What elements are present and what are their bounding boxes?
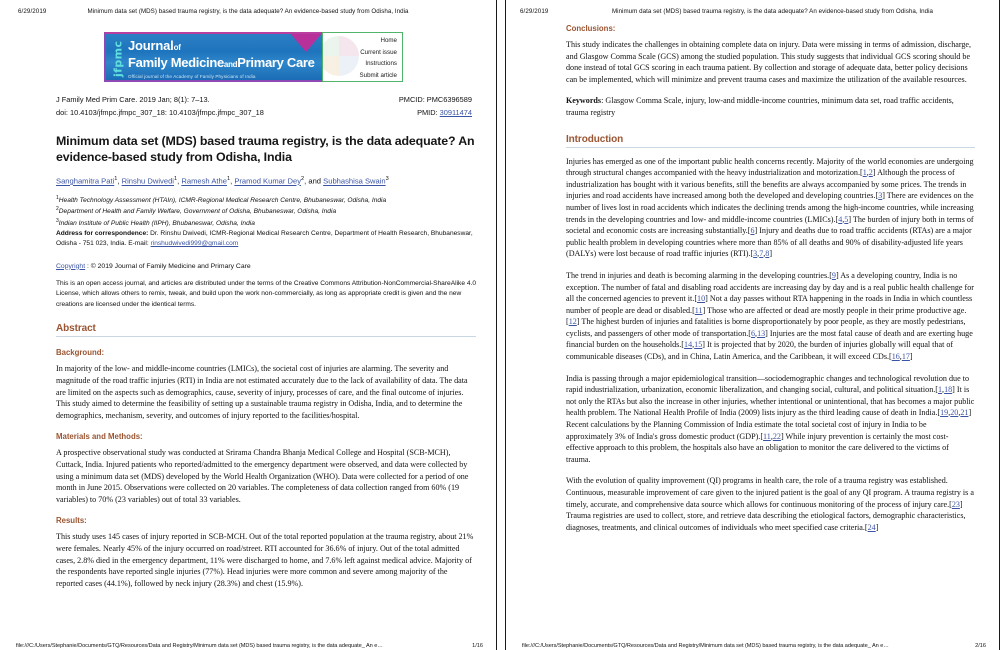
- copyright-text: : © 2019 Journal of Family Medicine and Primary Care: [85, 262, 251, 270]
- print-footer-page-number: 1/16: [472, 643, 483, 649]
- introduction-paragraph-3: India is passing through a major epidemiological transition—sociodemographic changes and technological revolution due to rapid industrialization, urbanization, economic liberalization, and changing social, cultural, and political situation.[1,18] It is not only the RTAs but also the increase in other injuries, whether intentional or unintentional, that has becomes a major public health problem. The National Health Profile of India (2009) lists injury as the third leading cause of death in India.[19,20,21] Recent calculations by the Planning Commission of India estimate the total societal cost of injury in India to be approximately 3% of India's gross domestic product (GDP).[11,22] While injury prevention is certainly the most cost-effective approach to this problem, the hospitals also have an obligation to monitor the care delivered to the victims of trauma.: [566, 373, 975, 464]
- author-sup-4: 2: [301, 176, 305, 182]
- author-sup-1: 1: [114, 176, 118, 182]
- abstract-background-label: Background:: [56, 348, 105, 358]
- affiliation-text-2: Department of Health and Family Welfare, Government of Odisha, Bhubaneswar, Odisha, India: [58, 208, 337, 216]
- print-header-page1: [0, 8, 496, 20]
- page-title: Minimum data set (MDS) based trauma registry, is the data adequate? An evidence-based study from Odisha, India: [56, 134, 475, 164]
- nav-link-instructions[interactable]: Instructions: [365, 60, 397, 67]
- reference-link[interactable]: 18: [944, 385, 953, 395]
- journal-name-block: [128, 39, 318, 81]
- author-link-1[interactable]: Sanghamitra Pati: [56, 176, 115, 186]
- abstract-results-label: Results:: [56, 516, 87, 526]
- reference-link[interactable]: 19: [940, 408, 949, 418]
- doi-text: doi: 10.4103/jfmpc.jfmpc_307_18: 10.4103/jfmpc.jfmpc_307_18: [56, 108, 264, 117]
- reference-link[interactable]: 13: [757, 328, 766, 338]
- keywords-block: [566, 95, 975, 118]
- pmid-label: PMID:: [417, 108, 440, 117]
- introduction-paragraph-2: The trend in injuries and death is becoming alarming in the developing countries.[9] As a developing country, India is no exception. The number of fatal and disabling road accidents are increasing day by day and is a real public health challenge for all the concerned agencies to prevent it.[10] Not a day passes without RTA happening in the roads in India in which countless number of people are dead or disabled.[11] Those who are affected or dead are mostly people in their prime productive age.[12] The highest burden of injuries and fatalities is borne disproportionately by poor people, as they are mostly pedestrians, cyclists, and passengers of other mode of transportation.[6,13] Injuries are the most fatal cause of death and are exerting huge financial burden on the households.[14,15] It is projected that by 2020, the burden of injuries globally will equal that of communicable diseases (CDs), and in China, Latin America, and the Caribbean, it will exceed CDs.[16,17]: [566, 270, 974, 362]
- introduction-paragraph-4: With the evolution of quality improvement (QI) programs in health care, the role of a trauma registry was established. Continuous, measurable improvement of care given to the injured patient is the goal of any QI program. A trauma registry is a timely, accurate, and comprehensive data source which allows for continuous monitoring of the process of injury care.[23] Trauma registries are used to collect, store, and retrieve data describing the etiological factors, demographic characteristics, diagnoses, treatments, and clinical outcomes of individuals who meet specified case criteria.[24]: [566, 476, 974, 532]
- reference-link[interactable]: 17: [901, 352, 910, 362]
- reference-link[interactable]: 23: [951, 499, 960, 509]
- pmid-block: [417, 106, 472, 119]
- keywords-text: : Glasgow Comma Scale, injury, low-and middle-income countries, minimum data set, road traffic accidents, trauma registry: [566, 96, 954, 117]
- document-page-2: [505, 0, 1000, 650]
- journal-word-family-medicine: Family Medicine: [128, 55, 224, 70]
- print-footer-url: file:///C:/Users/Stephanie/Documents/GTQ/Resources/Data and Registry/Minimum data set (MDS) based trauma registry, is the data adequate_ An e…: [16, 643, 383, 649]
- license-text: This is an open access journal, and articles are distributed under the terms of the Creative Commons Attribution-NonCommercial-ShareAlike 4.0 License, which allows others to remix, tweak, and build upon the work non-commercially, as long as appropriate credit is given and the new creations are licensed under the identical terms.: [56, 279, 476, 308]
- reference-link[interactable]: 24: [867, 522, 876, 532]
- reference-link[interactable]: 9: [831, 270, 836, 280]
- reference-link[interactable]: 16: [891, 352, 900, 362]
- reference-link[interactable]: 12: [568, 317, 577, 327]
- affiliation-1: [56, 194, 476, 206]
- reference-link[interactable]: 8: [765, 249, 770, 259]
- abstract-methods-text: A prospective observational study was conducted at Srirama Chandra Bhanja Medical College and Hospital (SCB-MCH), Cuttack, India. Injured patients who reported/admitted to the emergency department were observed, and data were collected by using a minimum data set (MDS) developed by the World Health Organization (WHO). Data were collected for a period of one month in June 2015. Observations were collected on 20 variables. The completeness of data collection ranged from 60% (19 variables) to 70% (23 variables) out of total 33 variables.: [56, 448, 469, 504]
- author-sep-1: ,: [117, 176, 120, 186]
- reference-link[interactable]: 21: [960, 408, 969, 418]
- journal-citation: J Family Med Prim Care. 2019 Jan; 8(1): 7–13.: [56, 95, 210, 104]
- reference-link[interactable]: 1: [862, 168, 867, 178]
- document-page-1: [0, 0, 497, 650]
- copyright-line: [56, 262, 476, 272]
- page2-content: [566, 20, 975, 533]
- reference-link[interactable]: 15: [694, 340, 703, 350]
- abstract-background-text: In majority of the low- and middle-income countries (LMICs), the societal cost of injuries are alarming. The severity and magnitude of the road traffic injuries (RTI) in India are not estimated accurately due to the lack of availability of data. The data are limited on the aspects such as demographics, cause, severity of injury, processes of care, and the final outcome of injuries. This study aimed to determine the feasibility of setting up a sustainable trauma registry in Odisha, India, and to determine the demographics, mechanism, severity, and outcomes of injury reported to the facilities/hospital.: [56, 364, 468, 420]
- affiliation-sup-2: 2: [56, 206, 59, 213]
- nav-link-current-issue[interactable]: Current issue: [360, 48, 397, 56]
- reference-link[interactable]: 7: [759, 249, 764, 259]
- journal-word-and: and: [223, 60, 238, 69]
- author-link-4[interactable]: Pramod Kumar Dey: [234, 176, 302, 186]
- reference-link[interactable]: 1: [937, 385, 943, 395]
- affiliation-sup-3: 3: [56, 218, 59, 225]
- reference-link[interactable]: 11: [694, 305, 703, 315]
- print-header-page2: [506, 8, 999, 20]
- reference-link[interactable]: 3: [878, 191, 883, 201]
- reference-link[interactable]: 10: [697, 294, 706, 304]
- journal-banner-nav: [322, 32, 403, 82]
- pmid-link[interactable]: 30911474: [439, 108, 472, 117]
- author-list: [56, 174, 476, 187]
- author-sup-3: 1: [226, 176, 231, 182]
- author-sup-2: 1: [173, 176, 178, 182]
- copyright-link[interactable]: Copyright: [56, 262, 86, 270]
- abstract-conclusions-text: This study indicates the challenges in obtaining complete data on injury. Data were missing in terms of admission, discharge, and Glasgow Comma Scale (GCS) among the studied population. This study suggests that individual GCS scoring should be done instead of total GCS scoring in each trauma patient. By collection and storage of adequate data, better policy decisions can be implemented, which will minimize and prevent trauma cases and maximize the utilization of the available resources.: [566, 40, 972, 84]
- reference-link[interactable]: 6: [750, 328, 756, 338]
- pmcid-label: PMCID: PMC6396589: [398, 95, 472, 104]
- introduction-paragraph-1: Injuries has emerged as one of the important public health concerns recently. Majority of the world economies are undergoing through structural changes accompanied with the heavy industrialization and motorization.[1,2] Although the process of industrialization has bought with it various benefits, still the benefits are always accompanied by some prices. The trends in injuries and road accidents have increased among both the developed and developing countries.[3] There are evidences on the number of lives lost in road accidents which indicates the declining trends among the high-income countries, while increasing trends in the developing countries and low- and middle-income countries (LMICs).[4,5] The burden of injury both in terms of societal and economic costs are increasing substantially.[6] Injury and deaths due to road traffic accidents (RTAs) are a major public health problem in developing countries where more than 85% of all deaths and 90% of disability-adjusted life years (DALYs) were lost because of road traffic injuries (RTI).[3,7,8]: [566, 156, 974, 259]
- print-header-title: Minimum data set (MDS) based trauma registry, is the data adequate? An evidence-based study from Odisha, India: [87, 8, 409, 15]
- journal-banner[interactable]: [104, 32, 403, 82]
- page1-content: [56, 26, 476, 589]
- correspondence-email-link[interactable]: rinshudwivedi999@gmail.com: [150, 240, 239, 248]
- author-sup-5: 3: [385, 176, 389, 182]
- author-sep-4: , and: [304, 176, 322, 186]
- reference-link[interactable]: 5: [844, 214, 849, 224]
- author-link-5[interactable]: Subhashisa Swain: [323, 176, 386, 186]
- abstract-methods-label: Materials and Methods:: [56, 432, 143, 442]
- journal-word-journal: Journal: [128, 38, 174, 53]
- abstract-conclusions-label: Conclusions:: [566, 24, 616, 33]
- citation-row-2: [56, 106, 476, 119]
- journal-tagline: Official journal of the Academy of Family Physicians of India: [128, 74, 256, 79]
- jfpmc-logo-text: jfpmc: [111, 40, 125, 78]
- journal-banner-logo: [104, 32, 322, 82]
- reference-link[interactable]: 22: [772, 431, 781, 441]
- citation-block: [56, 93, 476, 119]
- reference-link[interactable]: 2: [868, 168, 873, 178]
- journal-word-primary-care: Primary Care: [237, 55, 315, 70]
- affiliation-text-3: Indian Institute of Public Health (IIPH), Bhubaneswar, Odisha, India: [58, 220, 255, 228]
- affiliation-list: [56, 194, 476, 229]
- print-header-date-2: 6/29/2019: [520, 8, 549, 15]
- reference-link[interactable]: 20: [950, 408, 959, 418]
- journal-name-line1: [128, 39, 318, 55]
- print-header-title-2: Minimum data set (MDS) based trauma registry, is the data adequate? An evidence-based study from Odisha, India: [611, 8, 934, 15]
- author-sep-2: ,: [177, 176, 180, 186]
- correspondence-block: [56, 229, 476, 250]
- author-link-3[interactable]: Ramesh Athe: [181, 176, 227, 186]
- reference-link[interactable]: 6: [750, 226, 755, 236]
- nav-link-submit-article[interactable]: Submit article: [359, 71, 397, 79]
- reference-link[interactable]: 4: [838, 214, 843, 224]
- citation-row-1: [56, 93, 476, 106]
- print-footer-page-number-2: 2/16: [975, 643, 986, 649]
- abstract-results-text: This study uses 145 cases of injury reported in SCB-MCH. Out of the total reported population at the trauma registry, about 21% were females. Nearly 45% of the injury occurred on road/street. RTI accounted for 36.6% of injury. Out of the total admitted cases, 2.8% died in the emergency department, 11% were discharged to home, and 7.6% left against medical advice. Majority of the respondents have reported single injuries (77%). Head injuries were more common and severe among majority of the reported cases (44.1%), followed by neck injury (28.3%) and chest (15.9%).: [56, 532, 474, 588]
- print-footer-url-2: file:///C:/Users/Stephanie/Documents/GTQ/Resources/Data and Registry/Minimum data set (MDS) based trauma registry, is the data adequate_ An e…: [522, 643, 889, 649]
- author-link-2[interactable]: Rinshu Dwivedi: [121, 176, 174, 186]
- journal-word-of: of: [173, 43, 181, 52]
- affiliation-3: [56, 217, 476, 229]
- journal-name-line2: [128, 55, 318, 72]
- nav-link-home[interactable]: Home: [380, 37, 397, 44]
- abstract-heading: Abstract: [56, 323, 476, 337]
- affiliation-sup-1: 1: [56, 194, 59, 201]
- introduction-heading: Introduction: [566, 134, 975, 148]
- affiliation-text-1: Health Technology Assessment (HTAIn), ICMR-Regional Medical Research Centre, Bhubaneswar, Odisha, India: [58, 196, 387, 204]
- reference-link[interactable]: 14: [684, 340, 693, 350]
- reference-link[interactable]: 11: [763, 431, 771, 441]
- correspondence-text: Dr. Rinshu Dwivedi, ICMR-Regional Medical Research Centre, Department of Health Research, Bhubaneswar, Odisha - 751 023, India. E-mail:: [56, 229, 473, 248]
- print-header-date: 6/29/2019: [18, 8, 47, 15]
- keywords-label: Keywords: [566, 96, 602, 106]
- correspondence-label: Address for correspondence:: [56, 229, 151, 237]
- reference-link[interactable]: 3: [753, 249, 758, 259]
- affiliation-2: [56, 205, 476, 217]
- author-sep-3: ,: [230, 176, 233, 186]
